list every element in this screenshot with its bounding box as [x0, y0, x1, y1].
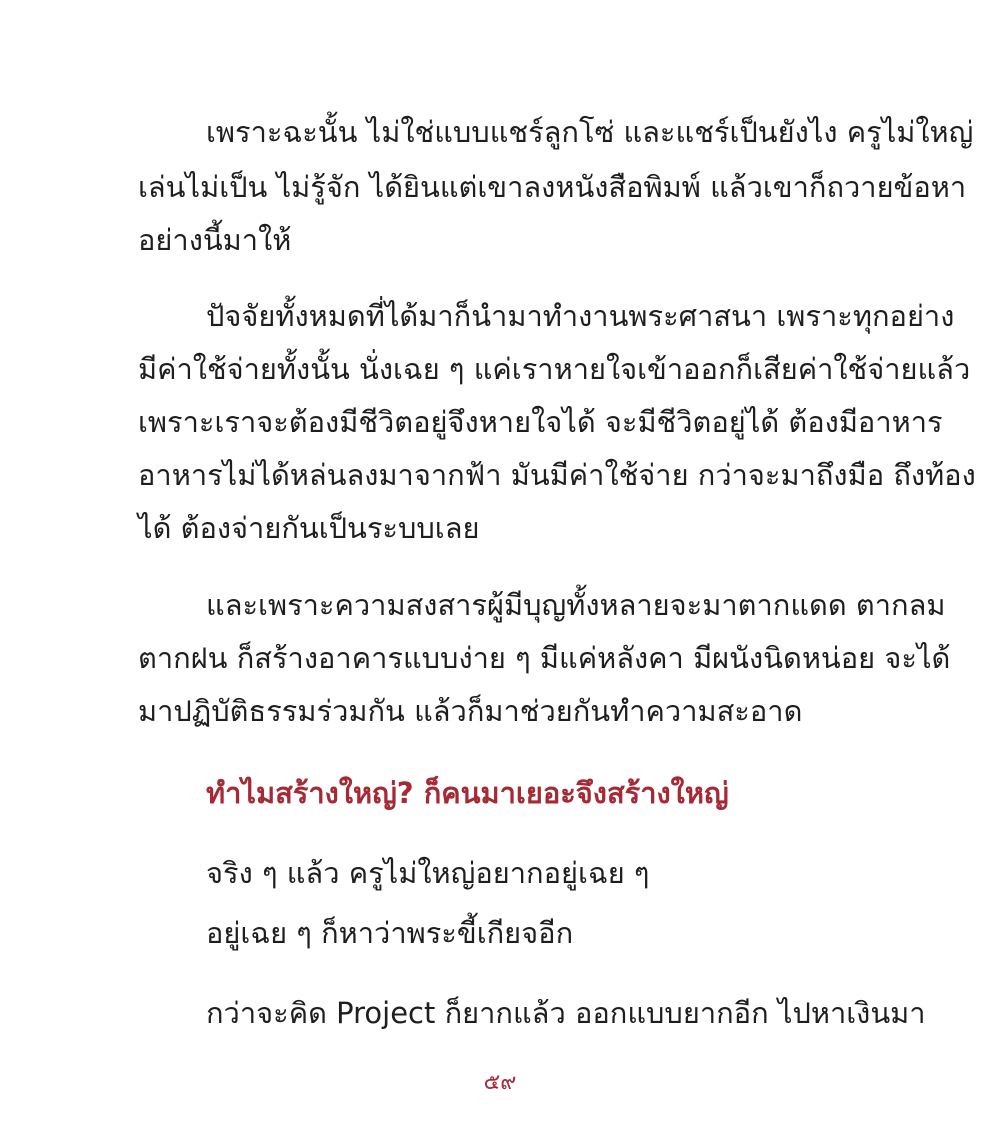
paragraph-1-line-3: อย่างนี้มาให้ — [138, 223, 292, 257]
paragraph-4-line-1: จริง ๆ แล้ว ครูไม่ใหญ่อยากอยู่เฉย ๆ — [206, 856, 650, 890]
paragraph-2-line-1: ปัจจัยทั้งหมดที่ได้มาก็นำมาทำงานพระศาสนา เพราะทุกอย่าง — [206, 299, 955, 333]
paragraph-1-line-1: เพราะฉะนั้น ไม่ใช่แบบแชร์ลูกโซ่ และแชร์เป็นยังไง ครูไม่ใหญ่ — [206, 115, 974, 149]
paragraph-2-line-3: เพราะเราจะต้องมีชีวิตอยู่จึงหายใจได้ จะมีชีวิตอยู่ได้ ต้องมีอาหาร — [138, 405, 943, 439]
paragraph-1-line-2: เล่นไม่เป็น ไม่รู้จัก ได้ยินแต่เขาลงหนังสือพิมพ์ แล้วเขาก็ถวายข้อหา — [138, 170, 967, 204]
paragraph-3-line-1: และเพราะความสงสารผู้มีบุญทั้งหลายจะมาตากแดด ตากลม — [206, 588, 946, 622]
paragraph-2-line-2: มีค่าใช้จ่ายทั้งนั้น นั่งเฉย ๆ แค่เราหายใจเข้าออกก็เสียค่าใช้จ่ายแล้ว — [138, 352, 971, 386]
paragraph-3-line-2: ตากฝน ก็สร้างอาคารแบบง่าย ๆ มีแค่หลังคา มีผนังนิดหน่อย จะได้ — [138, 641, 951, 675]
paragraph-2-line-4: อาหารไม่ได้หล่นลงมาจากฟ้า มันมีค่าใช้จ่าย กว่าจะมาถึงมือ ถึงท้อง — [138, 458, 976, 492]
paragraph-3-line-3: มาปฏิบัติธรรมร่วมกัน แล้วก็มาช่วยกันทำความสะอาด — [138, 694, 803, 728]
paragraph-4-line-2: อยู่เฉย ๆ ก็หาว่าพระขี้เกียจอีก — [206, 916, 574, 950]
paragraph-5-line-1: กว่าจะคิด Project ก็ยากแล้ว ออกแบบยากอีก ไปหาเงินมา — [206, 996, 926, 1030]
paragraph-2-line-5: ได้ ต้องจ่ายกันเป็นระบบเลย — [138, 511, 480, 545]
page-number: ๕๙ — [483, 1070, 517, 1095]
section-heading: ทำไมสร้างใหญ่? ก็คนมาเยอะจึงสร้างใหญ่ — [206, 776, 729, 810]
